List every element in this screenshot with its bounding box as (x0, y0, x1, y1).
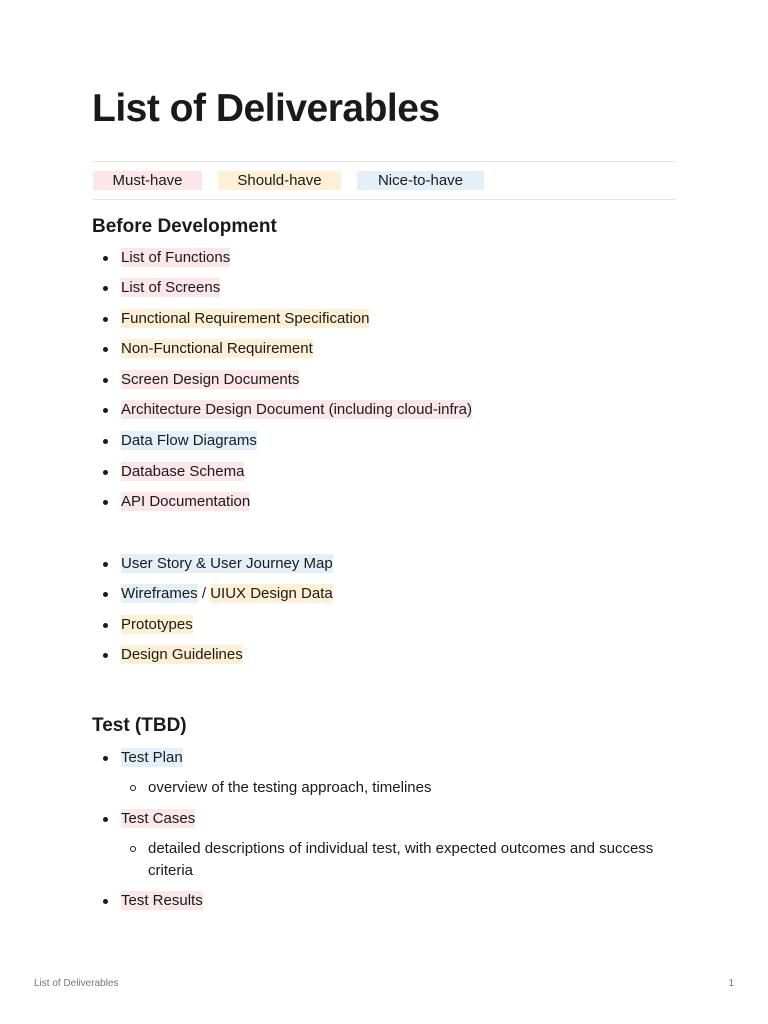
sub-list-item: detailed descriptions of individual test, with expected outcomes and success criteria (148, 838, 668, 882)
list-item: API Documentation (121, 493, 251, 510)
sub-list-item: overview of the testing approach, timelines (148, 777, 668, 799)
page-number: 1 (728, 978, 734, 989)
list-item: Test Plan (121, 749, 183, 766)
legend-must-have: Must-have (93, 171, 202, 190)
list-item: List of Functions (121, 249, 231, 266)
list-item: Database Schema (121, 463, 245, 480)
priority-legend (92, 161, 676, 200)
list-item: Data Flow Diagrams (121, 432, 257, 449)
footer-title: List of Deliverables (34, 978, 119, 989)
list-item: User Story & User Journey Map (121, 555, 333, 572)
list-item: Design Guidelines (121, 646, 243, 663)
list-item: Functional Requirement Specification (121, 310, 370, 327)
list-item: Test Cases (121, 810, 196, 827)
list-item: Prototypes (121, 616, 193, 633)
section-heading-before-development: Before Development (92, 216, 277, 237)
page-title: List of Deliverables (92, 87, 440, 130)
list-item: Wireframes / UIUX Design Data (121, 585, 333, 602)
list-item: Screen Design Documents (121, 371, 300, 388)
list-item: Architecture Design Document (including cloud-infra) (121, 401, 472, 418)
list-item: Non-Functional Requirement (121, 340, 313, 357)
legend-nice-to-have: Nice-to-have (357, 171, 484, 190)
list-item: List of Screens (121, 279, 221, 296)
list-item: Test Results (121, 892, 203, 909)
legend-should-have: Should-have (218, 171, 341, 190)
section-heading-test: Test (TBD) (92, 715, 187, 736)
